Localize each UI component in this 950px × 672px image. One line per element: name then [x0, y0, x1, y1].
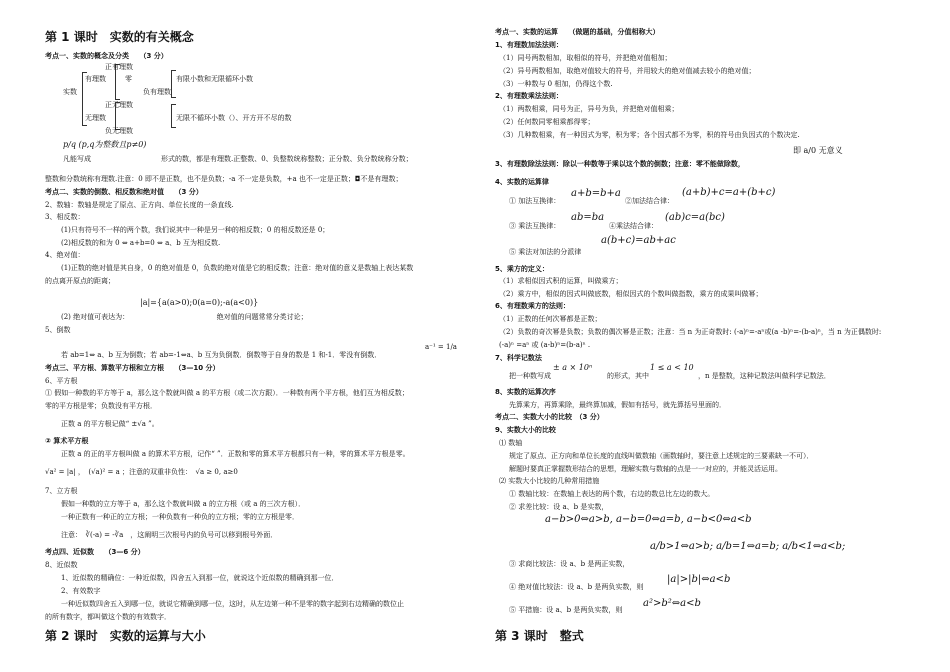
abs-formula: |a|={a(a>0);0(a=0);-a(a<0)} — [140, 298, 259, 307]
r-item-6c: (-a)ⁿ =aⁿ 或 (a-b)ⁿ=(b-a)ⁿ . — [499, 341, 591, 349]
r-item-5b: （2）乘方中，相似的因式叫做底数，相似因式的个数叫做指数，乘方的成果叫做幂； — [499, 290, 763, 298]
r-item-9a: ⑴ 数轴 — [499, 439, 523, 447]
compare-quotient: a/b>1⇔a>b; a/b=1⇔a=b; a/b<1⇔a<b; — [650, 541, 846, 552]
r-item-9h: ④ 绝对值比较法：设 a、b 是两负实数，则 — [509, 583, 644, 591]
item-4c: (2) 绝对值可表达为： 绝对值的问题常常分类讨论； — [61, 313, 308, 321]
item-6e: 正数 a 的正的平方根叫做 a 的算术平方根，记作“ ”．正数和零的算术平方根都只有一种，零的算术平方根是零。 — [61, 450, 410, 458]
law4-formula: (ab)c=a(bc) — [665, 212, 725, 223]
r-item-6: 6、有理数乘方的法则： — [495, 302, 570, 310]
item-7: 7、立方根 — [45, 487, 78, 495]
item-5: 5、倒数 — [45, 326, 71, 334]
r-item-9d: ⑵ 实数大小比较的几种常用措施 — [499, 477, 600, 485]
law5-label: ⑤ 乘法对加法的分派律 — [509, 248, 582, 256]
tree-neg-irr: 负无理数 — [105, 127, 133, 135]
r-item-8: 8、实数的运算次序 — [495, 388, 556, 396]
compare-abs: |a|>|b|⇔a<b — [667, 574, 731, 585]
tree-pos-irr: 正无理数 — [105, 101, 133, 109]
compare-square: a²>b²⇔a<b — [643, 598, 701, 609]
law5-formula: a(b+c)=ab+ac — [601, 235, 676, 246]
kp3-title: 考点三、平方根、算数平方根和立方根 （3—10 分） — [45, 364, 220, 372]
r-item-2b: （2）任何数同零相乘都得零； — [499, 118, 595, 126]
law2-label: ②加法结合律： — [625, 197, 674, 205]
tree-brace-irrational — [115, 102, 120, 130]
tree-real: 实数 — [63, 88, 77, 96]
item-4a: (1)正数的绝对值是其自身，0 的绝对值是 0，负数的绝对值是它的相反数；注意：绝对值的意义是数轴上表达某数 — [61, 264, 414, 272]
law1-formula: a+b=b+a — [571, 188, 621, 199]
item-6: 6、平方根 — [45, 377, 78, 385]
tree-pos-rational: 正有理数 — [105, 63, 133, 71]
r-item-1a: （1）同号两数相加，取相似的符号，并把绝对值相加； — [499, 54, 672, 62]
law3-formula: ab=ba — [571, 212, 605, 223]
r-item-9b: 规定了原点、正方向和单位长度的直线叫做数轴（画数轴时，要注意上述规定的三要素缺一不可）． — [509, 452, 814, 460]
item-6b: 零的平方根是零；负数没有平方根． — [45, 402, 157, 410]
item-3b: (2)相反数的和为 0 ⇔ a+b=0 ⇔ a、b 互为相反数. — [61, 239, 221, 247]
r-item-1b: （2）异号两数相加，取绝对值较大的符号，并用较大的绝对值减去较小的绝对值； — [499, 67, 756, 75]
item-2: 2、数轴：数轴是规定了原点、正方向、单位长度的一条直线. — [45, 201, 234, 209]
sci-formula-2: 1 ≤ a < 10 — [650, 363, 694, 372]
item-3: 3、相反数： — [45, 213, 85, 221]
tree-finite-note: 有限小数和无限循环小数 — [176, 75, 253, 83]
r-kp1-title: 考点一、实数的运算 （做题的基础，分值相称大） — [495, 28, 660, 36]
r-item-9c: 解题时要真正掌握数形结合的思想，理解实数与数轴的点是一一对应的，并能灵活运用。 — [509, 465, 782, 473]
r-item-5a: （1）求相似因式积的运算，叫做乘方； — [499, 277, 623, 285]
form-line: 凡能写成 形式的数，都是有理数.正整数、0、负整数统称整数；正分数、负分数统称分数； — [63, 155, 413, 163]
item-4: 4、绝对值： — [45, 251, 85, 259]
item-7a: 假如一种数的立方等于 a，那么这个数就叫做 a 的立方根（或 a 的三次方根）． — [61, 500, 306, 508]
r-item-9i: ⑤ 平措施：设 a、b 是两负实数，则 — [509, 606, 623, 614]
r-item-9f: ② 求差比较：设 a、b 是实数， — [509, 503, 609, 511]
item-3a: (1)只有符号不一样的两个数，我们说其中一种是另一种的相反数；0 的相反数还是 0； — [61, 226, 330, 234]
kp2-title: 考点二、实数的倒数、相反数和绝对值 （3 分） — [45, 188, 203, 196]
item-8c: 一种近似数四舍五入到哪一位，就说它精确到哪一位，这时，从左边第一种不是零的数字起到右边精确的数位止 — [61, 600, 404, 608]
law1-label: ① 加法互换律： — [509, 197, 561, 205]
item-8d: 的所有数字，都叫做这个数的有效数字． — [45, 613, 171, 621]
item-8b: 2、有效数字 — [61, 587, 101, 595]
fraction-formula: p/q (p,q为整数且p≠0) — [63, 140, 147, 149]
item-7b: 一种正数有一种正的立方根；一种负数有一种负的立方根；零的立方根是零． — [61, 513, 299, 521]
r-item-1: 1、有理数加法法则： — [495, 41, 563, 49]
r-item-1c: （3）一种数与 0 相加，仍得这个数. — [499, 80, 613, 88]
compare-diff: a−b>0⇔a>b, a−b=0⇔a=b, a−b<0⇔a<b — [545, 514, 752, 525]
item-6a: ① 假如一种数的平方等于 a，那么这个数就叫做 a 的平方根（或二次方跟）．一种数有两个平方根，他们互为相反数； — [45, 389, 409, 397]
lesson3-title: 第 3 课时 整式 — [495, 629, 584, 643]
item-8: 8、近似数 — [45, 561, 78, 569]
law4-label: ④乘法结合律： — [609, 222, 658, 230]
tree-irrational: 无理数 — [85, 114, 106, 122]
r-item-8a: 先算乘方，再算乘除，最终算加减，假如有括号，就先算括号里面的． — [509, 401, 726, 409]
r-item-6a: （1）正数的任何次幂都是正数； — [499, 315, 602, 323]
item-5a: 若 ab=1⇔ a、b 互为倒数；若 ab=-1⇔a、b 互为负倒数．倒数等于自身的数是 1 和-1．零没有倒数． — [61, 351, 382, 359]
tree-neg-rational: 负有理数 — [143, 88, 171, 96]
sci-formula-1: ± a × 10ⁿ — [553, 363, 593, 372]
lesson1-title: 第 1 课时 实数的有关概念 — [45, 30, 194, 44]
r-kp2-title: 考点二、实数大小的比较 （3 分） — [495, 413, 604, 421]
kp1-title: 考点一、实数的概念及分类 （3 分） — [45, 52, 168, 60]
r-item-4: 4、实数的运算律 — [495, 178, 549, 186]
law3-label: ③ 乘法互换律： — [509, 222, 561, 230]
r-item-7a: 把一种数写成 的形式，其中 ，n 是整数，这种记数法叫做科学记数法． — [509, 372, 831, 380]
item-6d: ② 算术平方根 — [45, 437, 89, 445]
lesson2-title: 第 2 课时 实数的运算与大小 — [45, 629, 206, 643]
r-item-2a: （1）两数相乘，同号为正，异号为负，并把绝对值相乘； — [499, 105, 679, 113]
item-8a: 1、近似数的精确位：一种近似数，四舍五入到那一位，就说这个近似数的精确到那一位． — [61, 574, 339, 582]
reciprocal-formula: a⁻¹ = 1/a — [425, 343, 457, 351]
r-item-6b: （2）负数的奇次幂是负数；负数的偶次幂是正数；注意：当 n 为正奇数时: (-a)ⁿ=-aⁿ或(a -b)ⁿ=-(b-a)ⁿ，当 n 为正偶数时: — [499, 328, 882, 336]
tree-rational: 有理数 — [85, 75, 106, 83]
r-item-2c: （3）几种数相乘，有一种因式为零，积为零；各个因式都不为零，积的符号由负因式的个数决定. — [499, 131, 800, 139]
item-4b: 的点离开原点的距离； — [45, 277, 115, 285]
r-item-7: 7、科学记数法 — [495, 354, 542, 362]
item-7c: 注意： ∛(-a) = -∛a ，这阐明三次根号内的负号可以移到根号外面． — [61, 531, 278, 539]
r-item-3: 3、有理数除法法则：除以一种数等于乘以这个数的倒数；注意：零不能做除数， — [495, 160, 745, 168]
r-item-9g: ③ 求商比较法：设 a、b 是两正实数， — [509, 560, 630, 568]
r-item-5: 5、乘方的定义： — [495, 265, 549, 273]
r-item-2: 2、有理数乘法法则： — [495, 92, 563, 100]
integer-line: 整数和分数统称有理数.注意：0 即不是正数，也不是负数；-a 不一定是负数，+a 也不一定是正数；◘不是有理数； — [45, 175, 403, 183]
item-6f: √a² = |a| ， (√a)² = a ；注意的双重非负性： √a ≥ 0, a≥0 — [45, 468, 238, 476]
kp4-title: 考点四、近似数 （3—6 分） — [45, 548, 145, 556]
tree-zero: 零 — [125, 75, 132, 83]
r-item-9: 9、实数大小的比较 — [495, 426, 556, 434]
item-6c: 正数 a 的平方根记做“ ±√a ”。 — [61, 420, 159, 428]
r-item-9e: ① 数轴比较：在数轴上表达的两个数，右边的数总比左边的数大。 — [509, 490, 715, 498]
zero-division-note: 即 a/0 无意义 — [793, 146, 843, 155]
law2-formula: (a+b)+c=a+(b+c) — [682, 187, 776, 198]
tree-infinite-note: 无限不循环小数（）、开方开不尽的数 — [176, 114, 292, 122]
